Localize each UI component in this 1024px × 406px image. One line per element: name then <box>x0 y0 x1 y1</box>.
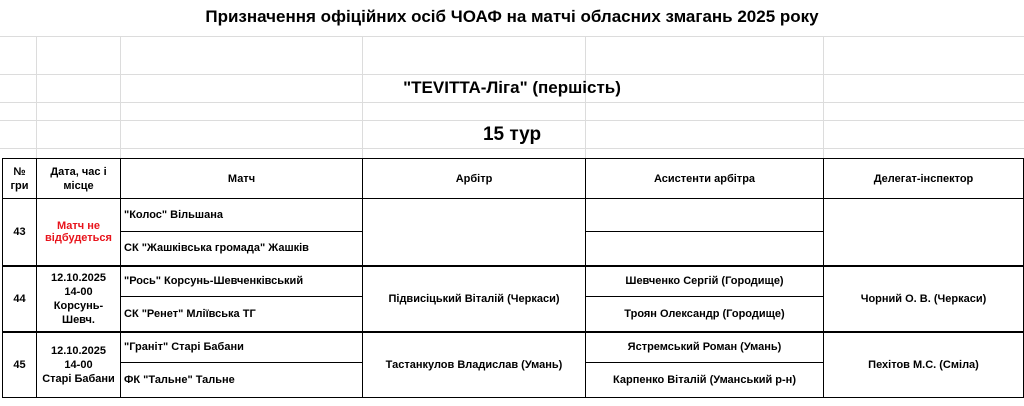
assistant-2 <box>586 232 824 266</box>
grid-line <box>0 120 1024 121</box>
assistant-2: Карпенко Віталій (Уманський р-н) <box>586 363 824 398</box>
game-number: 45 <box>3 332 37 398</box>
assistant-1: Шевченко Сергій (Городище) <box>586 266 824 297</box>
home-team: "Колос" Вільшана <box>121 199 363 232</box>
game-place: Корсунь-Шевч. <box>53 299 104 326</box>
page-title: Призначення офіційних осіб ЧОАФ на матчі обласних змагань 2025 року <box>205 7 819 26</box>
col-assistants-header: Асистенти арбітра <box>586 159 824 199</box>
game-number: 44 <box>3 266 37 332</box>
round-title: 15 тур <box>482 124 542 145</box>
game-time: 14-00 <box>64 358 93 371</box>
assistant-2: Троян Олександр (Городище) <box>586 297 824 332</box>
grid-line <box>0 148 1024 149</box>
away-team: ФК "Тальне" Тальне <box>121 363 363 398</box>
grid-line <box>0 74 1024 75</box>
game-datetime <box>37 266 121 332</box>
schedule-table <box>2 158 1024 398</box>
col-match-header: Матч <box>121 159 363 199</box>
col-number-header: № гри <box>3 159 37 199</box>
table-row <box>3 266 1024 297</box>
away-team: СК "Ренет" Мліївська ТГ <box>121 297 363 332</box>
home-team: "Граніт" Старі Бабани <box>121 332 363 363</box>
grid-line <box>0 102 1024 103</box>
col-delegate-header: Делегат-інспектор <box>824 159 1024 199</box>
game-date: 12.10.2025 <box>50 344 107 357</box>
assistant-1 <box>586 199 824 232</box>
delegate-cell: Чорний О. В. (Черкаси) <box>824 266 1024 332</box>
away-team: СК "Жашківська громада" Жашків <box>121 232 363 266</box>
table-row <box>3 332 1024 363</box>
assistant-1: Ястремський Роман (Умань) <box>586 332 824 363</box>
game-number: 43 <box>3 199 37 266</box>
game-place: Старі Бабани <box>42 372 115 385</box>
game-datetime <box>37 332 121 398</box>
col-referee-header: Арбітр <box>363 159 586 199</box>
delegate-cell: Пехітов М.С. (Сміла) <box>824 332 1024 398</box>
home-team: "Рось" Корсунь-Шевченківський <box>121 266 363 297</box>
game-time: 14-00 <box>64 285 93 298</box>
league-title: "TEVITTA-Ліга" (першість) <box>403 78 621 97</box>
referee-cell: Тастанкулов Владислав (Умань) <box>363 332 586 398</box>
delegate-cell <box>824 199 1024 266</box>
table-header-row <box>3 159 1024 199</box>
referee-cell: Підвисіцький Віталій (Черкаси) <box>363 266 586 332</box>
table-row <box>3 199 1024 232</box>
grid-line <box>0 36 1024 37</box>
game-status: Матч не відбудеться <box>37 199 121 266</box>
referee-cell <box>363 199 586 266</box>
game-date: 12.10.2025 <box>50 271 107 284</box>
col-datetime-header: Дата, час і місце <box>37 159 121 199</box>
